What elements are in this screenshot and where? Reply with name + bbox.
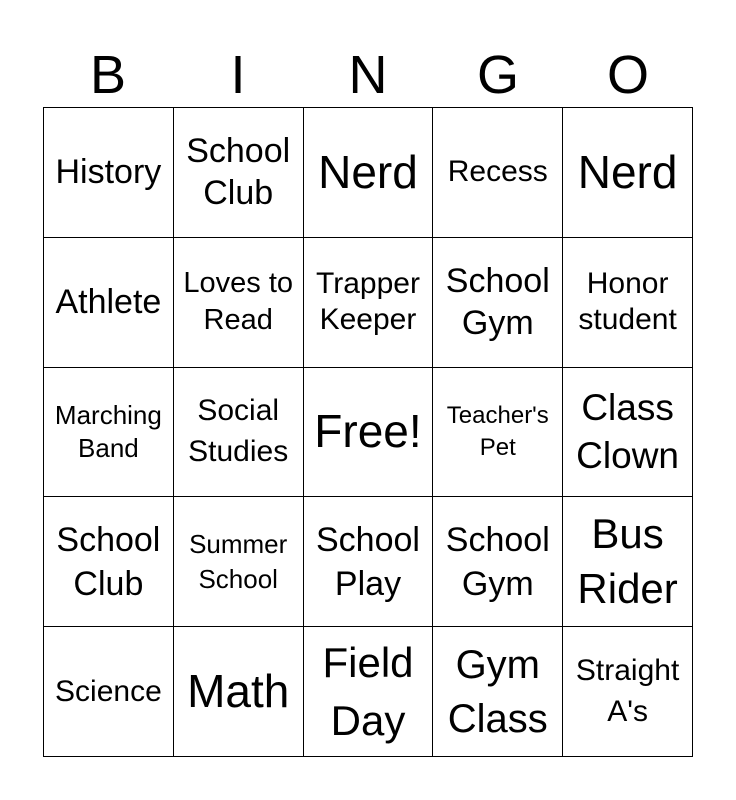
bingo-cell[interactable] (174, 368, 304, 498)
bingo-header (43, 44, 693, 106)
bingo-board (43, 107, 693, 757)
cell-label: Class Clown (576, 386, 679, 476)
cell-label: Marching Band (54, 400, 162, 463)
bingo-cell[interactable] (563, 238, 693, 368)
header-letter-g: G (476, 45, 519, 105)
bingo-cell[interactable] (563, 108, 693, 238)
cell-label: Science (55, 674, 162, 708)
free-space-cell[interactable] (304, 368, 434, 498)
cell-label: School Play (316, 520, 420, 603)
bingo-cell[interactable] (563, 497, 693, 627)
bingo-cell[interactable] (304, 497, 434, 627)
cell-label: Nerd (318, 145, 418, 198)
bingo-cell[interactable] (174, 497, 304, 627)
cell-label: School Gym (445, 520, 550, 603)
cell-label: Field Day (322, 638, 414, 744)
cell-label: History (55, 153, 162, 192)
bingo-cell[interactable] (433, 627, 563, 757)
cell-label: Trapper Keeper (316, 267, 420, 337)
cell-label: Honor student (578, 267, 677, 337)
bingo-cell[interactable] (304, 627, 434, 757)
bingo-cell[interactable] (44, 108, 174, 238)
cell-label: School Club (186, 131, 291, 213)
bingo-cell[interactable] (433, 108, 563, 238)
cell-label: Summer School (189, 528, 288, 594)
bingo-cell[interactable] (174, 627, 304, 757)
cell-label: School Gym (445, 261, 550, 343)
header-letter-b: B (89, 45, 127, 105)
cell-label: Gym Class (447, 642, 548, 741)
bingo-cell[interactable] (563, 627, 693, 757)
bingo-cell[interactable] (433, 368, 563, 498)
bingo-cell[interactable] (44, 627, 174, 757)
cell-label: Straight A's (575, 654, 680, 728)
cell-label: Math (187, 665, 290, 717)
bingo-cell[interactable] (433, 497, 563, 627)
bingo-cell[interactable] (563, 368, 693, 498)
bingo-cell[interactable] (44, 368, 174, 498)
bingo-cell[interactable] (44, 238, 174, 368)
bingo-cell[interactable] (304, 108, 434, 238)
cell-label: Nerd (577, 145, 678, 198)
header-letter-i: I (230, 45, 246, 105)
cell-label: Loves to Read (183, 266, 294, 337)
cell-label: Teacher's Pet (446, 401, 549, 461)
cell-label: Social Studies (188, 394, 289, 468)
bingo-cell[interactable] (174, 108, 304, 238)
bingo-cell[interactable] (44, 497, 174, 627)
bingo-cell[interactable] (304, 238, 434, 368)
bingo-cell[interactable] (174, 238, 304, 368)
cell-label: Bus Rider (577, 510, 678, 612)
free-space-label: Free! (314, 405, 422, 458)
bingo-cell[interactable] (433, 238, 563, 368)
cell-label: Athlete (55, 282, 162, 321)
cell-label: Recess (447, 155, 548, 189)
cell-label: School Club (56, 520, 161, 603)
header-letter-n: N (348, 45, 388, 105)
header-letter-o: O (606, 45, 649, 105)
